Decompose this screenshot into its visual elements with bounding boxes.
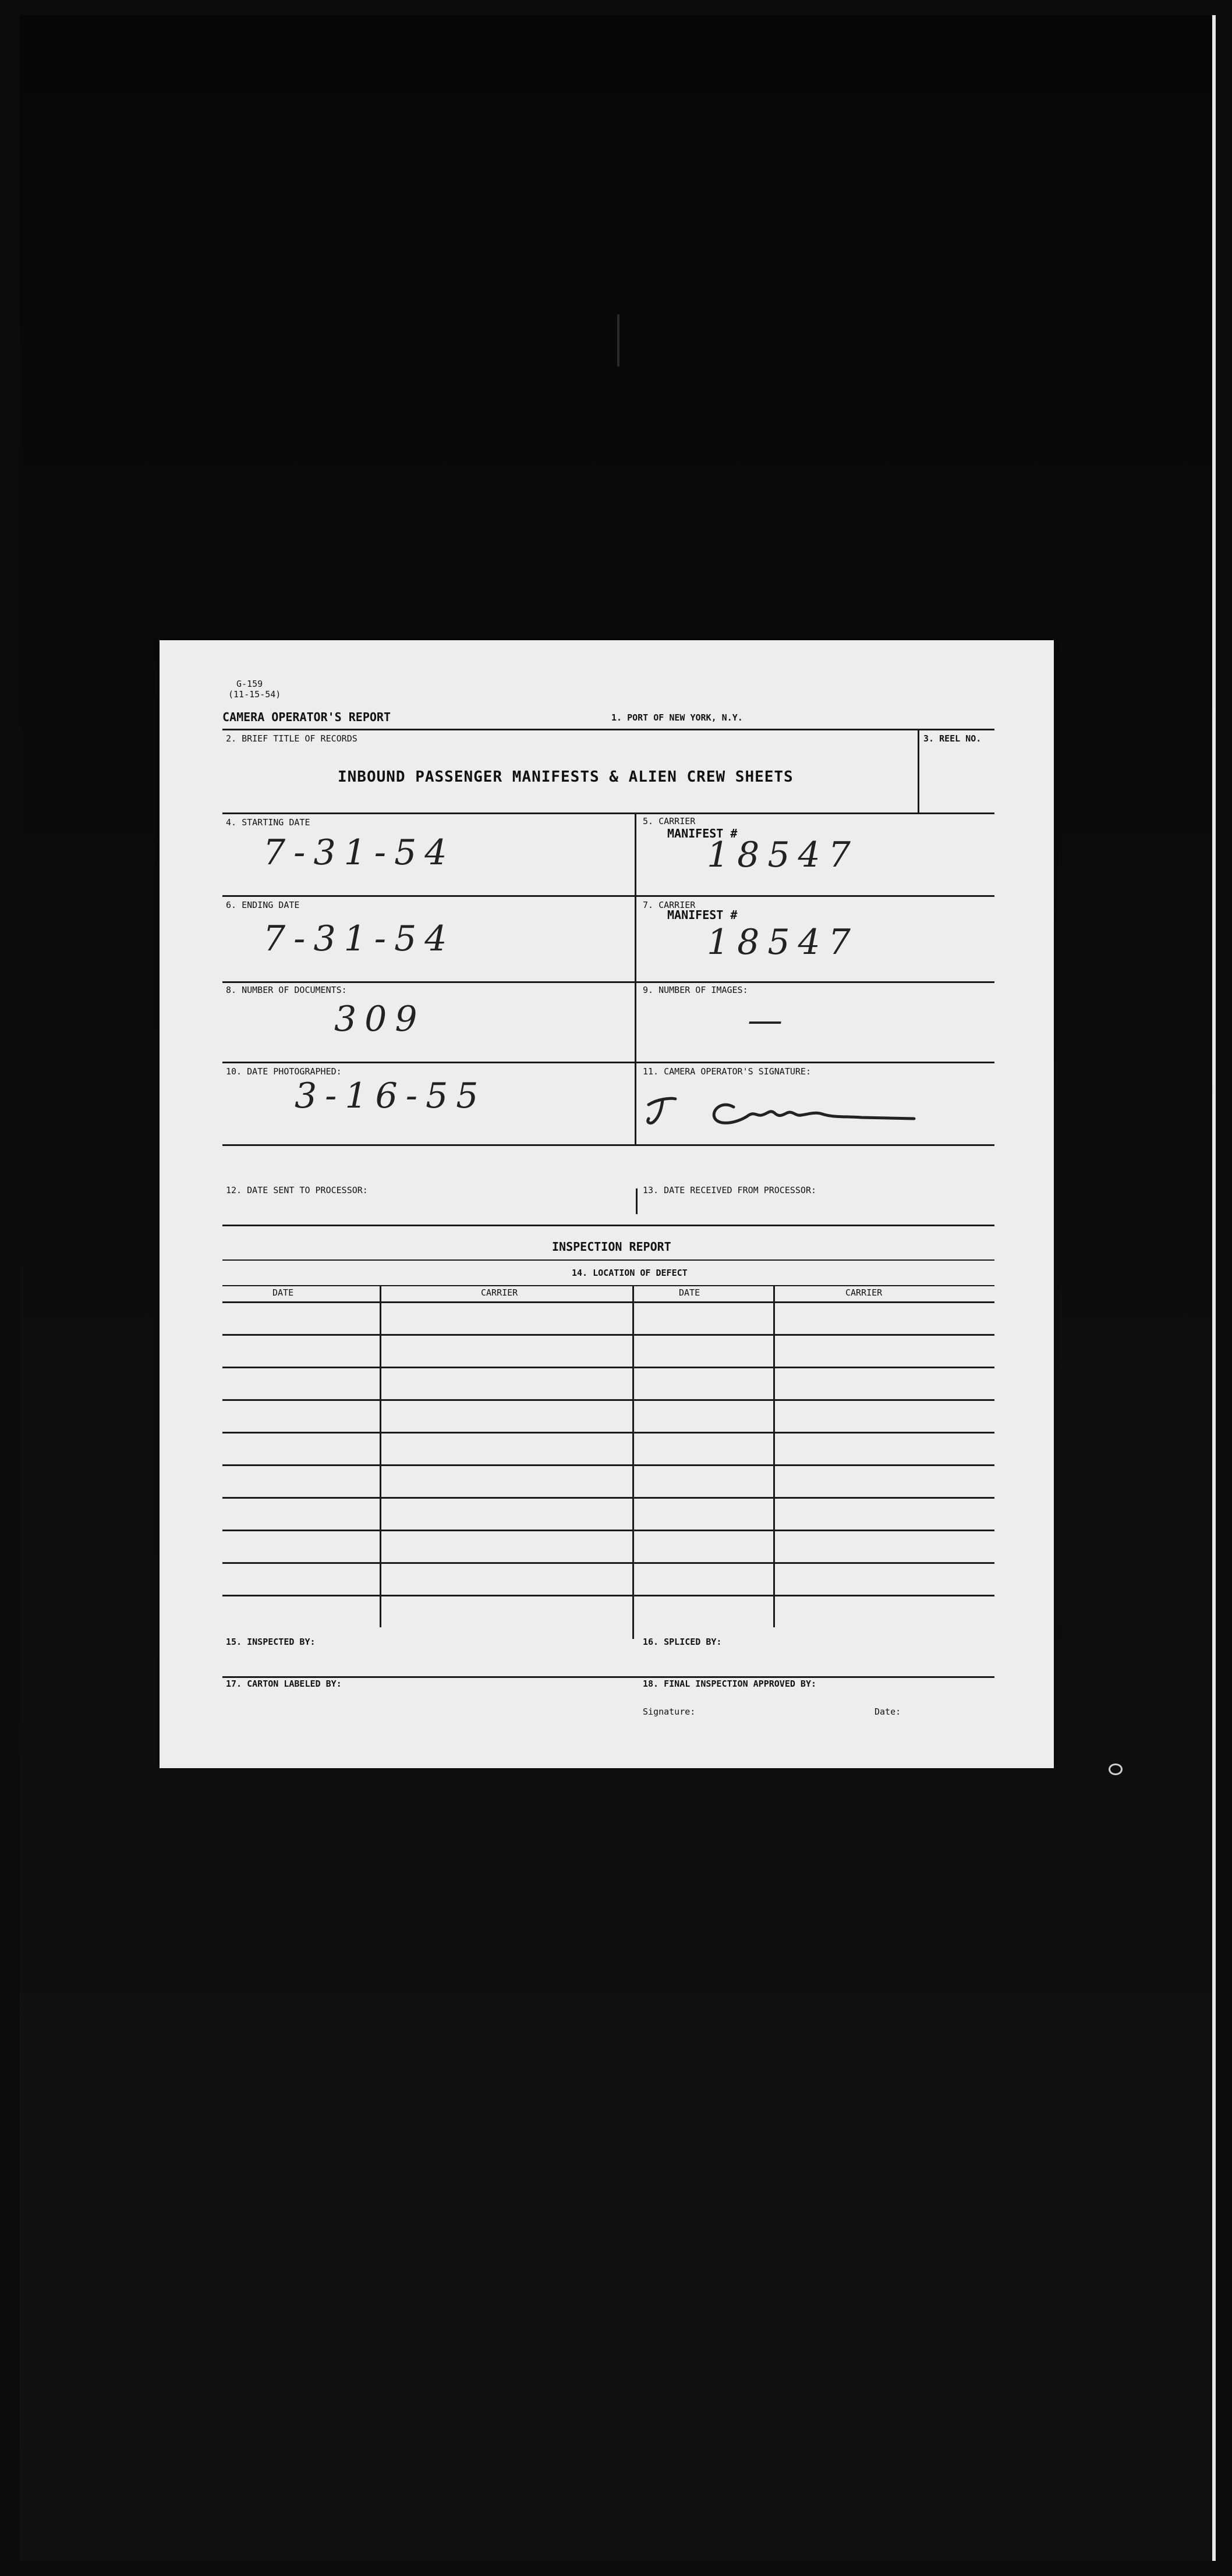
table-row [222,1497,994,1499]
divider [222,729,994,730]
ending-date-label: 6. ENDING DATE [226,900,300,910]
table-row [222,1530,994,1531]
port-field: 1. PORT OF NEW YORK, N.Y. [611,712,743,723]
brief-title-label: 2. BRIEF TITLE OF RECORDS [226,733,357,744]
num-images-value: — [748,1000,791,1041]
date-sent-label: 12. DATE SENT TO PROCESSOR: [226,1185,368,1195]
spliced-by-label: 16. SPLICED BY: [643,1637,722,1647]
carrier-end-value: 18547 [707,922,859,963]
num-documents-label: 8. NUMBER OF DOCUMENTS: [226,985,347,995]
form-title: CAMERA OPERATOR'S REPORT [222,710,391,724]
divider [222,1144,994,1146]
location-of-defect-label: 14. LOCATION OF DEFECT [572,1268,688,1278]
camera-operator-report-form [160,640,1054,1768]
table-row [222,1464,994,1466]
form-number: G-159 [236,679,263,689]
divider [222,1259,994,1261]
divider [636,1188,638,1214]
num-documents-value: 309 [334,999,426,1039]
date-label: Date: [875,1706,901,1717]
divider [222,981,994,983]
starting-date-label: 4. STARTING DATE [226,817,310,828]
film-speck [1109,1764,1123,1775]
form-date: (11-15-54) [228,689,281,700]
table-column-divider [773,1286,775,1627]
table-row [222,1399,994,1401]
table-row [222,1595,994,1596]
carrier-start-typed: MANIFEST # [667,826,738,840]
divider [222,1676,994,1678]
table-row [222,1432,994,1434]
table-row [222,1367,994,1368]
inspection-title: INSPECTION REPORT [552,1240,671,1254]
carton-labeled-label: 17. CARTON LABELED BY: [226,1679,342,1689]
table-row [222,1334,994,1336]
table-row [222,1562,994,1564]
reel-no-label: 3. REEL NO. [923,733,982,744]
carrier-start-value: 18547 [707,835,859,875]
column-header-carrier: CARRIER [481,1287,518,1298]
divider [918,729,919,812]
table-column-divider [632,1286,634,1639]
operator-signature-image [640,1081,932,1140]
final-inspection-label: 18. FINAL INSPECTION APPROVED BY: [643,1679,817,1689]
operator-signature-label: 11. CAMERA OPERATOR'S SIGNATURE: [643,1066,811,1077]
column-header-date: DATE [679,1287,700,1298]
carrier-end-label: 7. CARRIER [643,900,696,910]
column-header-date: DATE [272,1287,294,1298]
table-row [222,1301,994,1303]
column-header-carrier: CARRIER [845,1287,883,1298]
film-scratch [617,314,619,367]
brief-title-value: INBOUND PASSENGER MANIFESTS & ALIEN CREW SHEETS [338,768,794,786]
signature-label: Signature: [643,1706,696,1717]
ending-date-value: 7-31-54 [263,918,455,959]
starting-date-value: 7-31-54 [263,832,455,873]
date-photographed-value: 3-16-55 [295,1076,487,1116]
inspected-by-label: 15. INSPECTED BY: [226,1637,316,1647]
num-images-label: 9. NUMBER OF IMAGES: [643,985,748,995]
divider [222,1062,994,1063]
divider [635,812,636,1144]
divider [222,1285,994,1286]
divider [222,1225,994,1226]
date-photographed-label: 10. DATE PHOTOGRAPHED: [226,1066,342,1077]
carrier-end-typed: MANIFEST # [667,908,738,922]
table-column-divider [380,1286,381,1627]
date-received-label: 13. DATE RECEIVED FROM PROCESSOR: [643,1185,817,1195]
carrier-start-label: 5. CARRIER [643,816,696,826]
divider [222,812,994,814]
divider [222,895,994,897]
